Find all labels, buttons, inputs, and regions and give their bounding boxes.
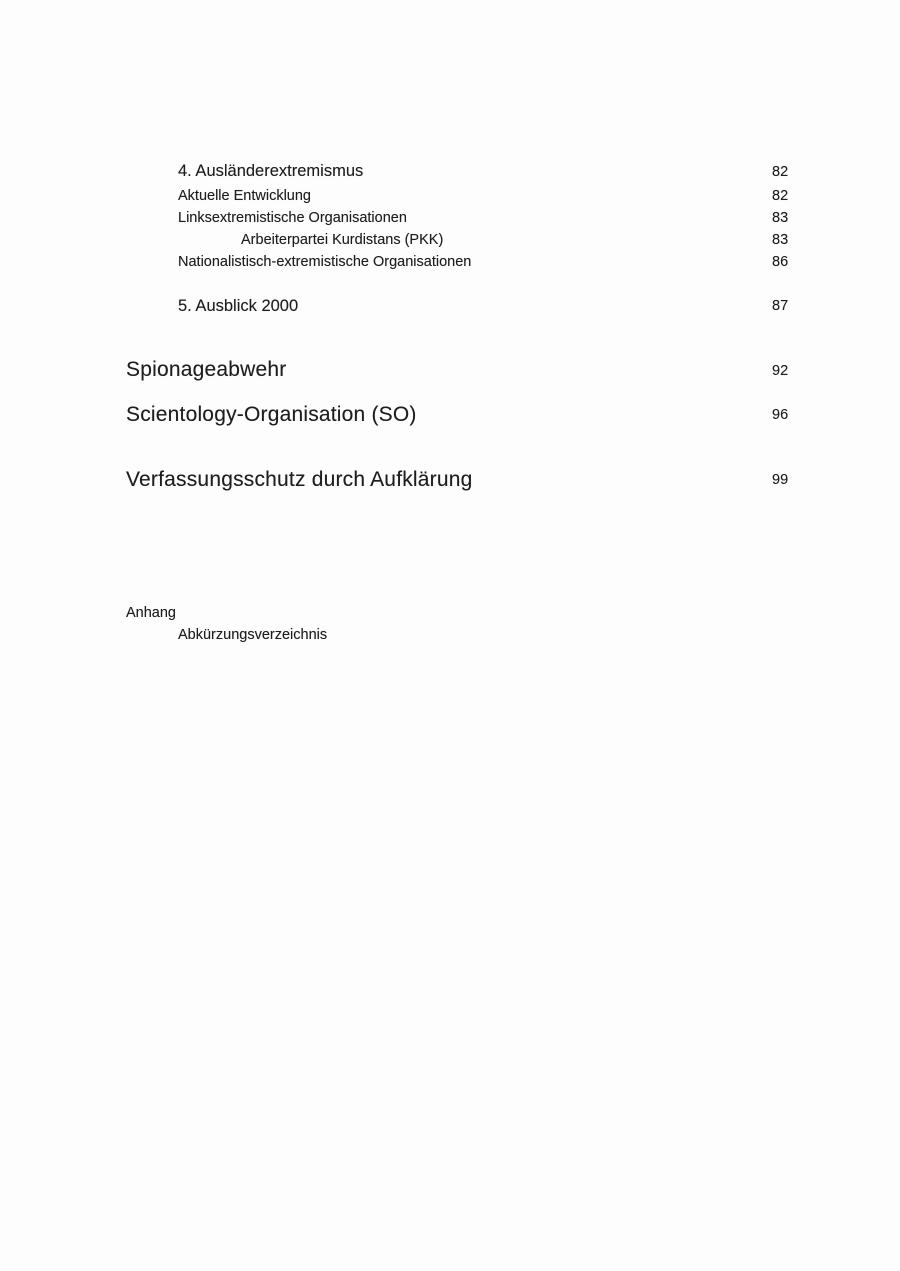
page-number: 87 [772, 298, 789, 314]
page-number: 92 [772, 363, 789, 379]
toc-entry-arbeiterpartei-kurdistans: Arbeiterpartei Kurdistans (PKK) [241, 232, 444, 248]
toc-entry-auslaenderextremismus: 4. Ausländerextremismus [178, 162, 364, 180]
toc-heading-spionageabwehr: Spionageabwehr [126, 358, 287, 381]
toc-entry-nationalistisch-extremistische-organisationen: Nationalistisch-extremistische Organisationen [178, 254, 472, 270]
toc-entry-anhang: Anhang [126, 605, 176, 621]
page-number: 83 [772, 232, 789, 248]
toc-heading-scientology-organisation: Scientology-Organisation (SO) [126, 403, 417, 426]
page-number: 96 [772, 407, 789, 423]
page-number: 83 [772, 210, 789, 226]
page-number: 82 [772, 164, 789, 180]
toc-heading-verfassungsschutz-durch-aufklaerung: Verfassungsschutz durch Aufklärung [126, 468, 473, 491]
page-number: 82 [772, 188, 789, 204]
toc-entry-abkuerzungsverzeichnis: Abkürzungsverzeichnis [178, 627, 328, 643]
page-number: 99 [772, 472, 789, 488]
toc-entry-ausblick-2000: 5. Ausblick 2000 [178, 297, 299, 315]
toc-entry-aktuelle-entwicklung: Aktuelle Entwicklung [178, 188, 311, 204]
toc-entry-linksextremistische-organisationen: Linksextremistische Organisationen [178, 210, 407, 226]
page-number: 86 [772, 254, 789, 270]
